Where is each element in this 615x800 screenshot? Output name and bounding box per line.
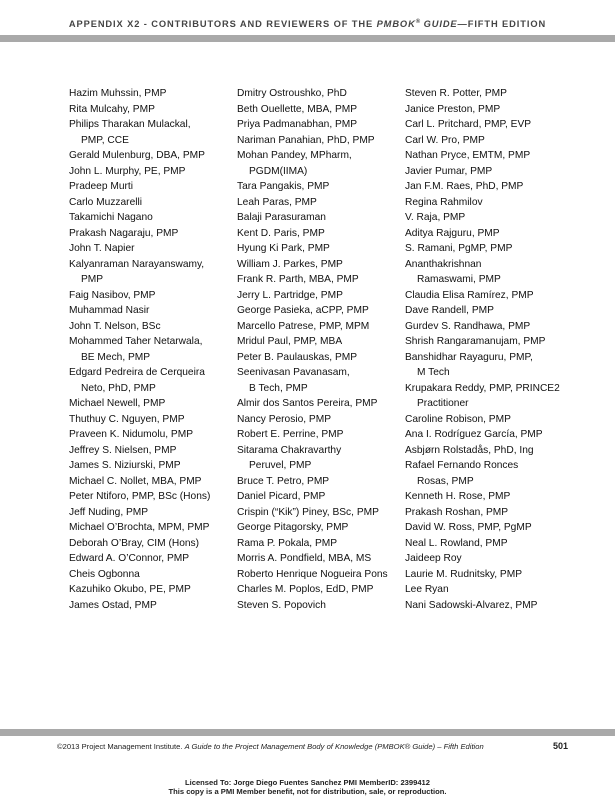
contributor-name-line: Nani Sadowski-Alvarez, PMP — [405, 599, 538, 611]
contributor-name-line: Peter Ntiforo, PMP, BSc (Hons) — [69, 491, 211, 502]
contributor-name-line: Thuthuy C. Nguyen, PMP — [69, 413, 185, 425]
contributor-name-line: Rama P. Pokala, PMP — [237, 537, 338, 549]
registered-mark: ® — [415, 19, 421, 25]
contributor-name-continuation: Ramaswami, PMP — [417, 274, 501, 285]
contributor-name-line: Nariman Panahian, PhD, PMP — [237, 134, 375, 146]
license-line-1: Licensed To: Jorge Diego Fuentes Sanchez PMI MemberID: 2399412 — [184, 778, 431, 787]
contributors-column-2 — [237, 86, 388, 613]
contributor-name — [69, 458, 210, 474]
contributor-name-line: Charles M. Poplos, EdD, PMP — [237, 584, 374, 595]
contributor-name — [237, 567, 388, 583]
contributor-name — [405, 288, 560, 304]
contributor-name-continuation: PMP, CCE — [81, 134, 129, 146]
license-notice — [0, 779, 615, 796]
contributor-name-line: Ananthakrishnan — [405, 258, 482, 270]
contributor-name-line: Edgard Pedreira de Cerqueira — [69, 367, 205, 378]
contributor-name — [405, 334, 560, 350]
contributor-name-line: Praveen K. Nidumolu, PMP — [69, 429, 194, 440]
contributor-name-line: Philips Tharakan Mulackal, — [69, 119, 191, 130]
contributor-name — [237, 179, 388, 195]
contributor-name-line: Jeff Nuding, PMP — [69, 506, 149, 518]
contributor-name — [405, 319, 560, 335]
contributor-name-line: Robert E. Perrine, PMP — [237, 429, 344, 440]
contributor-name-line: Peter B. Paulauskas, PMP — [237, 351, 358, 363]
contributor-name-line: Nathan Pryce, EMTM, PMP — [405, 150, 531, 161]
contributor-name — [69, 365, 210, 396]
contributor-name — [405, 226, 560, 242]
contributor-name — [69, 598, 210, 614]
contributor-name — [405, 303, 560, 319]
contributor-name — [69, 210, 210, 226]
contributor-name-line: Pradeep Murti — [69, 181, 133, 192]
contributor-name — [69, 288, 210, 304]
contributor-name-line: Deborah O’Bray, CIM (Hons) — [69, 537, 200, 549]
contributor-name — [405, 86, 560, 102]
contributor-name — [405, 567, 560, 583]
contributor-name-line: John T. Nelson, BSc — [69, 320, 161, 332]
contributor-name-line: Mridul Paul, PMP, MBA — [237, 336, 343, 347]
contributor-name — [405, 195, 560, 211]
contributor-name-line: John T. Napier — [69, 243, 135, 254]
contributor-name-line: David W. Ross, PMP, PgMP — [405, 522, 532, 533]
contributor-name — [405, 489, 560, 505]
contributor-name-line: Michael Newell, PMP — [69, 398, 166, 409]
running-header — [0, 19, 615, 29]
contributor-name — [69, 148, 210, 164]
contributor-name — [69, 551, 210, 567]
contributor-name-line: S. Ramani, PgMP, PMP — [405, 243, 513, 254]
contributor-name-line: Aditya Rajguru, PMP — [405, 227, 500, 239]
contributor-name-line: Roberto Henrique Nogueira Pons — [237, 568, 388, 580]
contributor-name-line: Rita Mulcahy, PMP — [69, 103, 155, 115]
contributor-name — [237, 133, 388, 149]
contributor-name — [69, 396, 210, 412]
contributor-name — [405, 551, 560, 567]
contributor-name — [237, 257, 388, 273]
contributor-name-continuation: M Tech — [417, 367, 450, 378]
contributor-name — [237, 117, 388, 133]
contributor-name — [405, 257, 560, 288]
contributor-name-line: Carlo Muzzarelli — [69, 196, 143, 208]
contributor-name — [405, 381, 560, 412]
contributor-name — [237, 427, 388, 443]
copyright-prefix: ©2013 Project Management Institute. — [57, 742, 185, 751]
contributor-name-line: Michael C. Nollet, MBA, PMP — [69, 475, 202, 487]
contributor-name — [237, 319, 388, 335]
contributor-name — [69, 582, 210, 598]
contributor-name-line: Takamichi Nagano — [69, 212, 153, 223]
contributor-name-line: Javier Pumar, PMP — [405, 165, 493, 177]
contributor-name — [237, 86, 388, 102]
contributor-name — [405, 241, 560, 257]
contributor-name-line: Prakash Nagaraju, PMP — [69, 227, 179, 239]
contributor-name — [69, 195, 210, 211]
license-line-2: This copy is a PMI Member benefit, not for distribution, sale, or reproduction. — [168, 786, 447, 796]
contributor-name-continuation: Peruvel, PMP — [249, 460, 312, 471]
contributor-name-line: Beth Ouellette, MBA, PMP — [237, 103, 358, 115]
contributor-name — [405, 117, 560, 133]
contributor-name — [69, 241, 210, 257]
contributor-name-line: Kent D. Paris, PMP — [237, 227, 325, 239]
contributor-name — [237, 350, 388, 366]
contributor-name-line: Crispin (“Kik”) Piney, BSc, PMP — [237, 506, 379, 518]
contributor-name-line: Dave Randell, PMP — [405, 305, 494, 316]
contributor-name — [237, 226, 388, 242]
header-title-prefix: APPENDIX X2 - CONTRIBUTORS AND REVIEWERS OF THE — [68, 19, 377, 30]
contributor-name-line: Edward A. O’Connor, PMP — [69, 553, 190, 564]
contributor-name-continuation: Rosas, PMP — [417, 475, 474, 487]
contributor-name — [405, 458, 560, 489]
contributor-name-line: Priya Padmanabhan, PMP — [237, 119, 358, 130]
contributor-name-line: Claudia Elisa Ramírez, PMP — [405, 289, 534, 301]
contributor-name-continuation: PMP — [81, 274, 104, 285]
contributor-name — [237, 303, 388, 319]
contributor-name-line: Leah Paras, PMP — [237, 196, 317, 208]
contributor-name — [69, 474, 210, 490]
contributor-name-line: Morris A. Pondfield, MBA, MS — [237, 553, 372, 564]
contributor-name — [237, 505, 388, 521]
contributor-name — [237, 551, 388, 567]
contributor-name-line: Steven R. Potter, PMP — [405, 88, 507, 99]
contributor-name-continuation: B Tech, PMP — [249, 382, 308, 394]
contributor-name — [237, 536, 388, 552]
contributor-name-line: Ana I. Rodríguez García, PMP — [405, 429, 543, 440]
contributor-name — [69, 412, 210, 428]
contributor-name — [69, 319, 210, 335]
contributor-name — [405, 133, 560, 149]
contributor-name — [69, 334, 210, 365]
contributor-name — [237, 288, 388, 304]
contributor-name-continuation: PGDM(IIMA) — [249, 165, 308, 177]
contributor-name — [69, 427, 210, 443]
footer-rule — [0, 729, 615, 736]
contributor-name — [237, 195, 388, 211]
contributor-name-line: Marcello Patrese, PMP, MPM — [237, 320, 370, 332]
contributor-name — [237, 396, 388, 412]
contributor-name-line: Gerald Mulenburg, DBA, PMP — [69, 150, 205, 161]
contributor-name-line: Carl W. Pro, PMP — [405, 134, 485, 146]
contributor-name-continuation: BE Mech, PMP — [81, 351, 151, 363]
contributor-name-line: Banshidhar Rayaguru, PMP, — [405, 351, 533, 363]
contributor-name — [237, 443, 388, 474]
contributor-name-line: George Pitagorsky, PMP — [237, 522, 349, 533]
contributor-name — [405, 102, 560, 118]
contributor-name — [405, 210, 560, 226]
contributor-name-line: Krupakara Reddy, PMP, PRINCE2 — [405, 382, 560, 394]
contributor-name — [237, 582, 388, 598]
contributor-name — [69, 164, 210, 180]
contributor-name — [69, 257, 210, 288]
contributor-name-line: Jerry L. Partridge, PMP — [237, 289, 343, 301]
contributor-name — [69, 102, 210, 118]
contributor-name-line: Kalyanraman Narayanswamy, — [69, 258, 205, 270]
contributor-name-line: Carl L. Pritchard, PMP, EVP — [405, 119, 532, 130]
contributor-name — [405, 148, 560, 164]
contributor-name-line: Cheis Ogbonna — [69, 568, 140, 580]
contributor-name-line: Caroline Robison, PMP — [405, 413, 511, 425]
contributor-name — [405, 536, 560, 552]
contributor-name-line: Muhammad Nasir — [69, 305, 150, 316]
contributor-name-line: Steven S. Popovich — [237, 599, 326, 611]
contributor-name-line: Nancy Perosio, PMP — [237, 413, 331, 425]
contributor-name — [405, 350, 560, 381]
contributor-name-line: Seenivasan Pavanasam, — [237, 367, 350, 378]
contributor-name-line: Shrish Rangaramanujam, PMP — [405, 336, 546, 347]
contributor-name — [237, 241, 388, 257]
contributor-name-line: James S. Niziurski, PMP — [69, 460, 181, 471]
contributor-name — [237, 334, 388, 350]
contributor-name-line: Balaji Parasuraman — [237, 212, 326, 223]
contributor-name-line: Michael O’Brochta, MPM, PMP — [69, 522, 210, 533]
contributor-name — [69, 567, 210, 583]
contributor-name — [69, 443, 210, 459]
contributor-name — [237, 412, 388, 428]
contributor-name-line: Hyung Ki Park, PMP — [237, 243, 330, 254]
contributor-name-line: Almir dos Santos Pereira, PMP — [237, 398, 378, 409]
contributor-name — [69, 536, 210, 552]
contributor-name-line: Lee Ryan — [405, 584, 449, 595]
header-rule — [0, 35, 615, 42]
header-title-suffix: —FIFTH EDITION — [457, 19, 547, 30]
contributor-name-line: Jan F.M. Raes, PhD, PMP — [405, 181, 524, 192]
header-title-guide: GUIDE — [420, 19, 458, 30]
contributor-name — [405, 520, 560, 536]
contributor-name — [237, 489, 388, 505]
contributor-name — [405, 598, 560, 614]
contributor-name — [237, 474, 388, 490]
contributors-column-3 — [405, 86, 560, 613]
contributor-name — [405, 179, 560, 195]
contributor-name-line: John L. Murphy, PE, PMP — [69, 165, 186, 177]
contributor-name-line: Gurdev S. Randhawa, PMP — [405, 320, 531, 332]
contributor-name-continuation: Practitioner — [417, 398, 469, 409]
contributor-name — [69, 179, 210, 195]
contributor-name — [405, 443, 560, 459]
contributor-name-line: Mohammed Taher Netarwala, — [69, 336, 203, 347]
contributor-name-line: Janice Preston, PMP — [405, 103, 501, 115]
contributors-column-1 — [69, 86, 210, 613]
contributor-name-line: V. Raja, PMP — [405, 212, 466, 223]
contributor-name-line: Faig Nasibov, PMP — [69, 289, 156, 301]
contributor-name — [69, 117, 210, 148]
contributor-name-line: James Ostad, PMP — [69, 599, 157, 611]
contributor-name-line: George Pasieka, aCPP, PMP — [237, 305, 369, 316]
book-title: A Guide to the Project Management Body of Knowledge (PMBOK® Guide) – Fifth Edition — [184, 742, 484, 751]
contributor-name — [69, 226, 210, 242]
contributor-name — [237, 520, 388, 536]
contributor-name-line: Daniel Picard, PMP — [237, 491, 326, 502]
contributor-name-line: Sitarama Chakravarthy — [237, 444, 342, 456]
contributor-name-line: Kenneth H. Rose, PMP — [405, 491, 511, 502]
contributor-name — [237, 365, 388, 396]
contributor-name-line: Rafael Fernando Ronces — [405, 460, 519, 471]
contributor-name-line: Jeffrey S. Nielsen, PMP — [69, 444, 177, 456]
contributor-name — [405, 582, 560, 598]
contributor-name — [405, 164, 560, 180]
contributor-name-continuation: Neto, PhD, PMP — [81, 382, 156, 394]
header-title-pmbok: PMBOK — [376, 19, 416, 30]
contributor-name-line: Kazuhiko Okubo, PE, PMP — [69, 584, 191, 595]
contributor-name — [237, 598, 388, 614]
contributor-name — [237, 210, 388, 226]
contributor-name — [237, 272, 388, 288]
contributor-name-line: Hazim Muhssin, PMP — [69, 88, 167, 99]
contributor-name — [405, 505, 560, 521]
contributor-name — [405, 427, 560, 443]
contributor-name-line: Neal L. Rowland, PMP — [405, 537, 508, 549]
contributor-name — [69, 489, 210, 505]
contributor-name-line: Regina Rahmilov — [405, 196, 483, 208]
contributor-name-line: Mohan Pandey, MPharm, — [237, 150, 352, 161]
contributor-name-line: Frank R. Parth, MBA, PMP — [237, 274, 359, 285]
contributor-name — [237, 102, 388, 118]
contributor-name — [237, 148, 388, 179]
contributor-name — [69, 86, 210, 102]
contributor-name-line: Tara Pangakis, PMP — [237, 181, 330, 192]
contributor-name-line: Laurie M. Rudnitsky, PMP — [405, 568, 523, 580]
contributor-name — [405, 412, 560, 428]
contributor-name — [69, 303, 210, 319]
contributor-name-line: Jaideep Roy — [405, 553, 462, 564]
contributor-name — [69, 505, 210, 521]
contributor-name-line: Asbjørn Rolstadås, PhD, Ing — [405, 444, 534, 456]
footer-copyright — [57, 742, 484, 751]
page-number: 501 — [552, 741, 568, 751]
contributor-name — [69, 520, 210, 536]
contributor-name-line: Bruce T. Petro, PMP — [237, 475, 330, 487]
contributor-name-line: Dmitry Ostroushko, PhD — [237, 88, 347, 99]
contributor-name-line: William J. Parkes, PMP — [237, 258, 343, 270]
contributor-name-line: Prakash Roshan, PMP — [405, 506, 509, 518]
